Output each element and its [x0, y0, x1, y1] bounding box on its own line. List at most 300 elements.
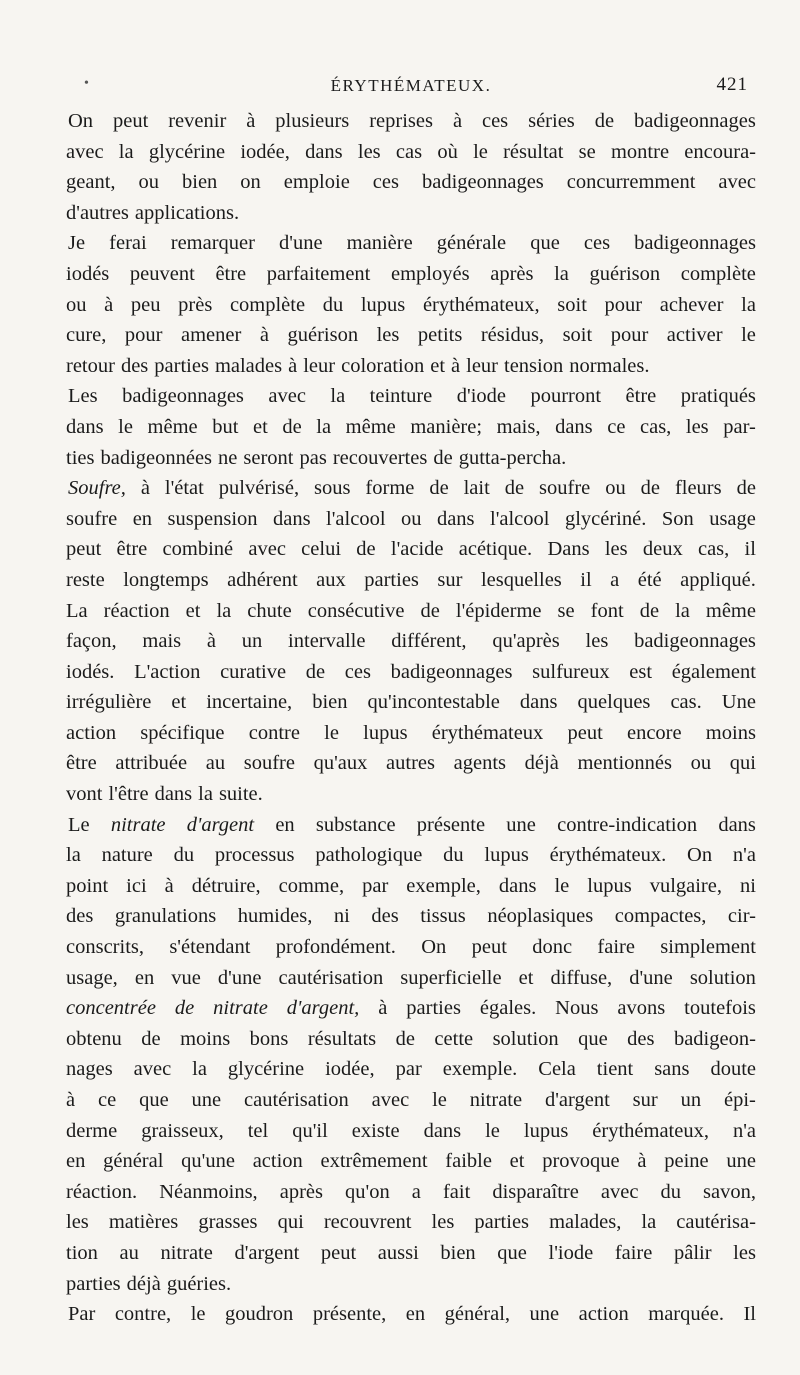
word: de	[736, 477, 756, 500]
word: emploie	[283, 171, 350, 194]
word: nitrate	[213, 997, 268, 1020]
word: d'argent	[544, 1089, 610, 1111]
word: toutefois	[684, 997, 756, 1020]
word: de	[356, 538, 376, 561]
word: la	[330, 385, 346, 408]
word: parfaitement	[266, 262, 371, 285]
word: sulfureux	[532, 660, 610, 683]
word: action	[66, 721, 117, 744]
word: Par	[68, 1303, 96, 1326]
word: malades	[214, 354, 283, 377]
word: le	[432, 1089, 447, 1111]
word: contre,	[114, 1303, 172, 1326]
word: tissus	[420, 905, 466, 928]
word: parties	[66, 1272, 121, 1295]
word: spécifique	[140, 721, 225, 744]
word: à	[206, 630, 217, 653]
word: adhérent	[227, 568, 298, 591]
word: avons	[617, 997, 666, 1020]
word: d'argent	[234, 1241, 300, 1264]
word: dans	[154, 783, 193, 806]
word: avec	[66, 140, 104, 163]
word: de	[174, 997, 195, 1020]
word: les	[66, 1211, 89, 1234]
word: résidus,	[480, 324, 545, 347]
word: derme	[66, 1119, 118, 1142]
word: que	[530, 232, 560, 255]
word: de	[282, 415, 302, 438]
word: d'une	[279, 232, 323, 255]
word: à	[246, 110, 256, 132]
word: Il	[743, 1303, 756, 1326]
word: été	[637, 568, 662, 591]
word: résultats	[307, 1027, 377, 1050]
word: une	[506, 813, 536, 836]
word: la	[66, 844, 81, 867]
text-line	[66, 443, 756, 474]
word: dans	[555, 415, 593, 438]
word: le	[554, 874, 570, 897]
word: seront	[243, 446, 294, 469]
word: vue	[171, 966, 201, 989]
word: de	[640, 477, 660, 500]
word: amener	[181, 324, 242, 347]
text-line	[66, 1207, 756, 1238]
word: la	[641, 1211, 657, 1234]
word: celui	[301, 538, 342, 561]
word: nitrate	[160, 1241, 213, 1264]
word: font	[590, 599, 624, 622]
word: à	[104, 293, 114, 316]
word: nages	[66, 1058, 113, 1081]
word: par	[362, 874, 389, 897]
word: le	[118, 415, 133, 438]
word: lupus	[523, 1119, 569, 1142]
word: se	[557, 599, 575, 622]
word: ou	[605, 477, 626, 500]
word: peut	[320, 1241, 357, 1264]
text-line	[66, 1177, 756, 1208]
word: contre	[248, 721, 300, 744]
text-line	[66, 137, 756, 168]
word: processus	[214, 844, 295, 867]
word: guérison	[287, 324, 359, 347]
word: iodée,	[325, 1058, 375, 1081]
word: appliqué.	[680, 568, 756, 591]
word: de	[504, 477, 525, 500]
word: pour	[124, 324, 163, 347]
word: qui	[277, 1211, 304, 1234]
word: complète	[229, 293, 306, 316]
text-line	[66, 1146, 756, 1177]
word: a	[610, 568, 620, 591]
word: avec	[718, 171, 756, 194]
word: nitrate	[469, 1089, 523, 1111]
word: vont	[66, 783, 103, 806]
word: lupus	[360, 293, 406, 316]
word: être	[116, 538, 148, 561]
word: moins	[705, 721, 756, 744]
word: près	[178, 293, 213, 316]
word: soufre	[66, 507, 118, 530]
word: à	[288, 354, 298, 377]
word: ces	[344, 660, 371, 683]
word: détruire,	[191, 874, 261, 897]
word: peu	[130, 293, 161, 316]
word: à	[164, 874, 174, 897]
word: présente	[416, 813, 486, 836]
word: pour	[610, 324, 649, 347]
word: disparaître	[492, 1180, 579, 1203]
word: badigeonnées	[100, 446, 213, 469]
word: cautérisa-	[676, 1211, 756, 1234]
word: l'acide	[390, 538, 444, 561]
word: que	[497, 1241, 527, 1264]
word: il	[744, 538, 756, 561]
page-number: 421	[716, 74, 748, 95]
word: exemple.	[442, 1058, 518, 1081]
word: le	[741, 324, 756, 347]
word: glycériné.	[564, 507, 647, 530]
word: badigeonnages	[390, 660, 513, 683]
word: parties	[474, 1211, 530, 1234]
word: en	[405, 1303, 426, 1326]
text-line	[66, 840, 756, 871]
text-line	[66, 259, 756, 290]
word: avec	[248, 538, 286, 561]
word: dans	[436, 507, 475, 530]
word: solution	[492, 1027, 559, 1050]
text-line	[66, 1116, 756, 1147]
word: humides,	[237, 905, 313, 928]
word: il	[580, 568, 592, 591]
word: à	[451, 354, 461, 377]
word: nitrate	[110, 813, 166, 836]
text-line	[66, 320, 756, 351]
text-line	[66, 993, 756, 1024]
word: être	[625, 385, 657, 408]
word: résultat	[503, 140, 564, 163]
word: cas,	[640, 415, 672, 438]
word: recouvertes	[332, 446, 428, 469]
word: néoplasiques	[487, 905, 594, 928]
word: des	[371, 905, 399, 928]
word: la	[316, 415, 332, 438]
word: petits	[417, 324, 463, 347]
text-line	[66, 565, 756, 596]
word: la	[198, 783, 213, 806]
word: peine	[664, 1150, 709, 1173]
word: On	[687, 844, 713, 867]
word: de	[433, 446, 453, 469]
word: Je	[68, 232, 86, 255]
text-line	[66, 381, 756, 412]
word: avec	[133, 1058, 172, 1081]
text-line	[66, 412, 756, 443]
word: cas.	[670, 691, 702, 714]
word: comme,	[278, 874, 345, 897]
word: pas	[299, 446, 327, 469]
word: iodés.	[66, 660, 115, 683]
word: les	[585, 630, 609, 653]
word: les	[431, 1211, 455, 1234]
word: l'épiderme	[455, 599, 542, 622]
word: mais,	[496, 415, 541, 438]
text-line	[66, 1269, 756, 1300]
word: que	[578, 1027, 608, 1050]
word: et	[509, 1150, 525, 1173]
running-title: ÉRYTHÉMATEUX.	[330, 76, 492, 95]
word: ni	[333, 905, 350, 928]
word: n'a	[732, 844, 756, 867]
word: iodés	[66, 262, 110, 285]
word: en	[132, 507, 153, 530]
word: solution	[689, 966, 756, 989]
word: superficielle	[400, 966, 502, 989]
text-line	[66, 779, 756, 810]
word: tion	[66, 1241, 98, 1264]
word: soufre	[539, 477, 591, 500]
word: dans	[718, 813, 756, 836]
word: bien	[312, 691, 348, 714]
word: soit	[557, 293, 587, 316]
word: du	[322, 293, 344, 316]
word: à	[452, 110, 463, 132]
text-line	[66, 1238, 756, 1269]
word: qui	[729, 752, 756, 775]
word: bien	[182, 171, 218, 194]
text-line	[66, 1299, 756, 1330]
word: matières	[108, 1211, 179, 1234]
word: les	[376, 324, 400, 347]
word: l'alcool	[326, 507, 386, 530]
word: profondément.	[275, 936, 396, 959]
word: d'iode	[456, 385, 506, 408]
word: à	[378, 997, 388, 1020]
word: la	[118, 140, 134, 163]
text-line	[66, 901, 756, 932]
word: l'alcool	[490, 507, 550, 530]
word: compactes,	[614, 905, 707, 928]
word: les	[685, 415, 709, 438]
word: aux	[316, 568, 346, 591]
word: teinture	[369, 385, 433, 408]
word: déjà	[126, 1272, 161, 1295]
running-head	[66, 76, 756, 100]
word: gutta-percha.	[458, 446, 567, 469]
word: badigeonnages	[634, 630, 756, 653]
word: le	[324, 721, 339, 744]
word: Les	[68, 385, 98, 408]
word: n'a	[732, 1119, 756, 1142]
header-ornament: •	[84, 76, 91, 91]
word: leur	[466, 354, 498, 377]
word: qu'il	[292, 1119, 328, 1142]
word: on	[240, 171, 261, 194]
word: vulgaire,	[649, 874, 722, 897]
text-line	[66, 1024, 756, 1055]
word: remarquer	[170, 232, 255, 255]
word: ces	[583, 232, 611, 255]
word: On	[421, 936, 447, 959]
word: deux	[642, 538, 683, 561]
word: avec	[371, 1089, 410, 1111]
word: action	[578, 1303, 629, 1326]
text-line	[66, 718, 756, 749]
word: Dans	[547, 538, 590, 561]
word: ferai	[109, 232, 147, 255]
word: et	[185, 599, 201, 622]
word: de	[141, 1027, 161, 1050]
word: curative	[220, 660, 287, 683]
word: le	[473, 140, 488, 163]
word: également	[671, 660, 756, 683]
word: forme	[365, 477, 415, 500]
word: doute	[710, 1058, 756, 1081]
word: encore	[626, 721, 682, 744]
word: manière	[346, 232, 413, 255]
word: même	[705, 599, 756, 622]
word: les	[733, 1241, 756, 1264]
word: sur	[437, 568, 463, 591]
word: pratiqués	[680, 385, 756, 408]
word: du	[173, 844, 195, 867]
word: ces	[481, 110, 509, 132]
word: se	[578, 140, 596, 163]
word: du	[660, 1180, 681, 1203]
word: ou	[690, 752, 712, 775]
word: en	[134, 966, 155, 989]
word: le	[190, 1303, 206, 1326]
word: du	[443, 844, 464, 867]
word: déjà	[524, 752, 559, 775]
word: des	[627, 1027, 655, 1050]
word: Néanmoins,	[159, 1180, 258, 1203]
word: iodée,	[240, 140, 290, 163]
word: dans	[305, 140, 343, 163]
word: différent,	[391, 630, 467, 653]
word: bien	[440, 1241, 476, 1264]
word: dans	[423, 1119, 462, 1142]
word: être	[215, 262, 247, 285]
word: s'étendant	[169, 936, 251, 959]
word: peuvent	[129, 262, 195, 285]
word: séries	[528, 110, 575, 132]
word: marquée.	[648, 1303, 724, 1326]
word: plusieurs	[275, 110, 350, 132]
word: encoura-	[684, 140, 756, 163]
word: incertaine,	[206, 691, 293, 714]
word: de	[305, 660, 326, 683]
word: d'une	[217, 966, 262, 989]
word: geant,	[66, 171, 116, 194]
word: cure,	[66, 324, 107, 347]
word: soufre	[243, 752, 295, 775]
word: peut	[113, 110, 149, 132]
word: mais	[142, 630, 182, 653]
word: la	[216, 599, 232, 622]
word: d'argent	[186, 813, 255, 836]
word: pour	[604, 293, 643, 316]
word: badigeonnages	[634, 110, 756, 132]
word: dans	[498, 874, 537, 897]
word: une	[529, 1303, 560, 1326]
word: guéries.	[166, 1272, 232, 1295]
word: un	[680, 1089, 702, 1111]
word: usage,	[66, 966, 118, 989]
word: qu'aux	[313, 752, 368, 775]
word: ou	[138, 171, 160, 194]
word: sous	[314, 477, 351, 500]
word: où	[437, 140, 458, 163]
body-text	[66, 106, 756, 1330]
word: activer	[666, 324, 723, 347]
word: l'être	[108, 783, 149, 806]
word: obtenu	[66, 1027, 122, 1050]
text-line	[66, 351, 756, 382]
word: qu'après	[492, 630, 560, 653]
word: soit	[562, 324, 593, 347]
word: bons	[249, 1027, 289, 1050]
word: complète	[680, 262, 756, 285]
word: Cela	[538, 1058, 576, 1081]
word: Nous	[555, 997, 599, 1020]
word: même	[147, 415, 198, 438]
word: substance	[315, 813, 396, 836]
word: badigeonnages	[421, 171, 544, 194]
word: des	[66, 905, 94, 928]
word: employés	[391, 262, 470, 285]
word: attribuée	[115, 752, 188, 775]
text-line	[66, 748, 756, 779]
text-line	[66, 596, 756, 627]
text-line	[66, 534, 756, 565]
word: qu'on	[345, 1180, 390, 1203]
word: malades,	[549, 1211, 622, 1234]
word: conscrits,	[66, 936, 144, 959]
text-line	[66, 198, 756, 229]
word: de	[594, 110, 615, 132]
word: dans	[66, 415, 104, 438]
word: savon,	[703, 1180, 756, 1203]
word: cautérisation	[244, 1089, 349, 1111]
text-line	[66, 626, 756, 657]
word: pathologique	[315, 844, 423, 867]
word: exemple,	[406, 874, 481, 897]
word: Le	[68, 813, 90, 836]
word: cette	[434, 1027, 474, 1050]
word: ici	[126, 874, 147, 897]
word: qu'une	[181, 1150, 235, 1173]
text-line	[66, 228, 756, 259]
word: cas	[395, 140, 423, 163]
word: de	[395, 1027, 415, 1050]
word: montre	[610, 140, 670, 163]
word: les	[604, 538, 628, 561]
word: grasses	[198, 1211, 258, 1234]
word: façon,	[66, 630, 117, 653]
word: ne	[218, 446, 238, 469]
word: pulvérisé,	[218, 477, 300, 500]
word: guérison	[589, 262, 661, 285]
word: fleurs	[674, 477, 722, 500]
word: général	[103, 1150, 164, 1173]
word: pâlir	[673, 1241, 712, 1264]
word: badigeon-	[673, 1027, 756, 1050]
word: ni	[739, 874, 756, 897]
word: de	[429, 477, 449, 500]
word: de	[639, 599, 660, 622]
